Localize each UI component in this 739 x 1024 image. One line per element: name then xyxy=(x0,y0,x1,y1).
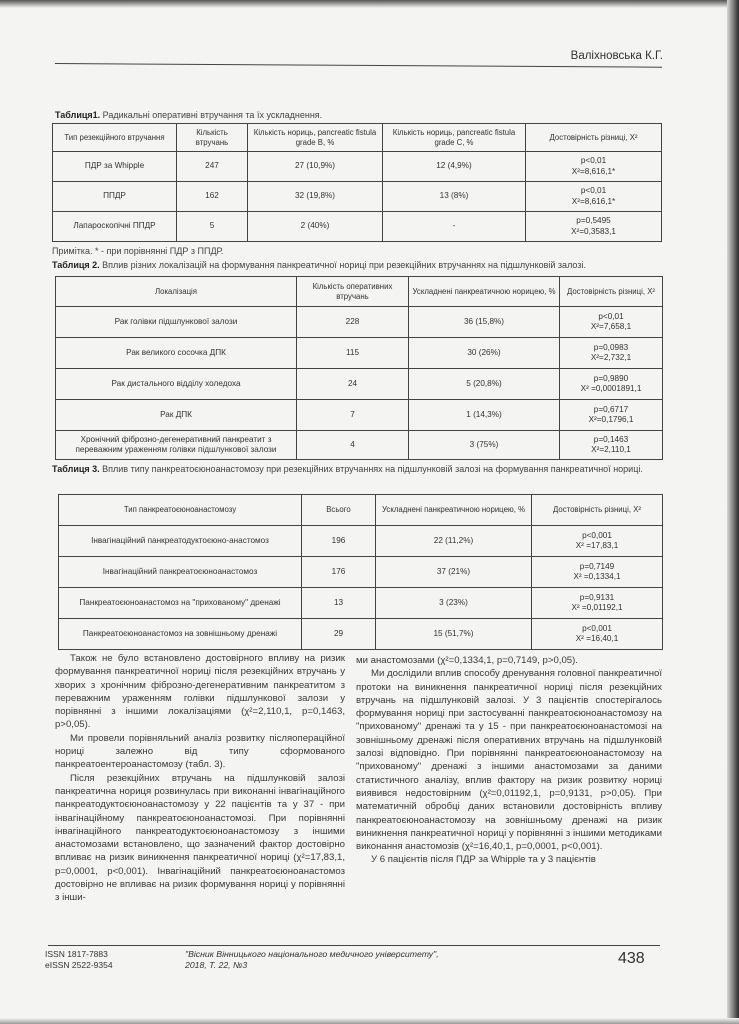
eissn: eISSN 2522-9354 xyxy=(45,960,113,970)
cell-count: 247 xyxy=(177,152,248,182)
body-column-right xyxy=(356,654,662,867)
cell-complicated: 36 (15,8%) xyxy=(409,307,560,338)
table2-header-count: Кількість оперативних втручань xyxy=(297,277,409,307)
cell-significance xyxy=(532,619,663,650)
p-value: p<0,01 xyxy=(598,311,624,321)
table1 xyxy=(52,123,662,242)
chi-square: X²=8,616,1* xyxy=(571,196,616,206)
paragraph: У 6 пацієнтів після ПДР за Whipple та у 3 пацієнтів xyxy=(371,854,596,866)
chi-square: X²=0,1796,1 xyxy=(588,415,634,424)
cell-count: 5 xyxy=(177,212,248,242)
table-row xyxy=(59,526,663,557)
chi-square: X²=0,3583,1 xyxy=(571,226,616,236)
cell-count: 4 xyxy=(297,431,409,460)
table-row xyxy=(53,152,662,182)
p-value: p<0,001 xyxy=(582,530,612,540)
footer-issn-block xyxy=(45,949,113,971)
table-row xyxy=(59,588,663,619)
cell-type: ПДР за Whipple xyxy=(53,152,177,182)
table2-caption-label: Таблиця 2. xyxy=(52,260,100,270)
cell-significance xyxy=(560,307,663,338)
table3-caption-label: Таблиця 3. xyxy=(52,464,100,474)
p-value: p<0,01 xyxy=(580,156,607,166)
table2-header-significance: Достовірність різниці, X² xyxy=(560,277,663,307)
cell-significance xyxy=(560,369,663,400)
table2-header-complicated: Ускладнені панкреатичною норицею, % xyxy=(409,277,560,307)
chi-square: X² =0,0001891,1 xyxy=(580,384,642,393)
footer-journal-citation xyxy=(185,949,439,971)
cell-complicated: 15 (51,7%) xyxy=(376,619,532,650)
table1-header-count: Кількість втручань xyxy=(177,124,248,152)
cell-significance xyxy=(532,588,663,619)
table3-header-total: Всього xyxy=(302,495,376,526)
chi-square: X² =17,83,1 xyxy=(575,541,619,550)
cell-complicated: 5 (20,8%) xyxy=(409,369,560,400)
cell-significance xyxy=(560,431,663,460)
table-row xyxy=(56,431,663,460)
table1-caption-text: Радикальні оперативні втручання та їх ускладнення. xyxy=(100,110,323,120)
p-value: p=0,6717 xyxy=(593,404,629,414)
chi-square: X²=2,110,1 xyxy=(591,445,631,454)
chi-square: X² =16,40,1 xyxy=(575,634,619,643)
cell-type: Панкреатоєюноанастомоз на зовнішньому дренажі xyxy=(59,619,302,650)
table1-caption xyxy=(55,110,322,120)
cell-localization: Рак дистального відділу холедоха xyxy=(56,369,297,400)
table2-caption xyxy=(52,260,586,270)
cell-type: ППДР xyxy=(53,182,177,212)
cell-grade-c: - xyxy=(383,212,526,242)
cell-type: Лапароскопічні ППДР xyxy=(53,212,177,242)
chi-square: X²=2,732,1 xyxy=(590,353,632,362)
table3-header-significance: Достовірність різниці, X² xyxy=(532,495,663,526)
cell-significance xyxy=(526,152,662,182)
journal-title: "Вісник Вінницького національного медичного університету", xyxy=(185,949,439,959)
chi-square: X²=7,658,1 xyxy=(590,322,632,331)
issn: ISSN 1817-7883 xyxy=(45,949,108,959)
cell-type: Інвагінаційний панкреатоєюноанастомоз xyxy=(59,557,302,588)
cell-grade-c: 13 (8%) xyxy=(383,182,526,212)
chi-square: X²=8,616,1* xyxy=(571,166,616,176)
header-rule xyxy=(55,63,662,68)
scan-edge-bottom xyxy=(0,1018,739,1024)
table1-header-row xyxy=(53,124,662,152)
p-value: p<0,01 xyxy=(580,186,607,196)
cell-significance xyxy=(532,557,663,588)
table3 xyxy=(58,494,663,650)
cell-total: 196 xyxy=(302,526,376,557)
p-value: p=0,0983 xyxy=(593,342,629,352)
paragraph: Також не було встановлено достовірного впливу на ризик формування панкреатичної нориці після резекційних втручань у хворих з хронічним фіброзно-дегенеративним панкреатитом з переважним ураженням голівки підшлункової залози у порівнянні з іншими локалізаціями (χ²=2,110,1, p=0,1463, p>0,05). xyxy=(55,653,345,731)
scan-edge-top xyxy=(0,0,739,8)
cell-localization: Рак великого сосочка ДПК xyxy=(56,338,297,369)
cell-complicated: 22 (11,2%) xyxy=(376,526,532,557)
cell-grade-b: 27 (10,9%) xyxy=(248,152,383,182)
cell-complicated: 37 (21%) xyxy=(376,557,532,588)
cell-grade-b: 32 (19,8%) xyxy=(248,182,383,212)
p-value: p<0,001 xyxy=(582,623,612,633)
cell-total: 13 xyxy=(302,588,376,619)
p-value: p=0,9131 xyxy=(579,592,615,602)
cell-significance xyxy=(526,212,662,242)
cell-significance xyxy=(526,182,662,212)
table-row xyxy=(59,557,663,588)
table1-caption-label: Таблиця1. xyxy=(55,110,101,120)
cell-count: 7 xyxy=(297,400,409,431)
p-value: p=0,7149 xyxy=(579,561,615,571)
cell-count: 162 xyxy=(177,182,248,212)
table-row xyxy=(59,619,663,650)
cell-type: Панкреатоєюноанастомоз на "прихованому" дренажі xyxy=(59,588,302,619)
table2 xyxy=(55,276,663,460)
table2-caption-text: Вплив різних локалізацій на формування панкреатичної нориці при резекційних втручаннях на підшлунковій залозі. xyxy=(99,260,586,270)
cell-complicated: 30 (26%) xyxy=(409,338,560,369)
cell-type: Інвагінаційний панкреатодуктоєюно-анастомоз xyxy=(59,526,302,557)
cell-significance xyxy=(560,400,663,431)
cell-significance xyxy=(532,526,663,557)
paragraph: Після резекційних втручань на підшлунковій залозі панкреатична нориця розвинулась при виконанні інвагінаційного панкреатодуктоєюноанастомозу у 22 пацієнтів та у 37 - при інвагінаційному панкреатоєюноанастомозі. При порівнянні інвагінаційного панкреатодуктоєюноанастомозу з іншими анастомозами встановлено, що зазначений фактор достовірно впливає на ризик виникнення панкреатичної нориці (χ²=17,83,1, p=0,0001, p<0,001). Інвагінаційний панкреатоєюноанастомоз достовірно не впливає на ризик формування нориці у порівнянні з інши- xyxy=(55,772,345,904)
table2-header-localization: Локалізація xyxy=(56,277,297,307)
page-number: 438 xyxy=(618,950,645,967)
cell-grade-c: 12 (4,9%) xyxy=(383,152,526,182)
scan-edge-right xyxy=(727,0,739,1024)
cell-count: 115 xyxy=(297,338,409,369)
cell-complicated: 1 (14,3%) xyxy=(409,400,560,431)
table3-caption xyxy=(52,463,664,475)
p-value: p=0,1463 xyxy=(593,434,629,444)
cell-localization: Хронічний фіброзно-дегенеративний панкреатит з переважним ураженням голівки підшлункової залози xyxy=(56,431,297,460)
table3-header-type: Тип панкреатоєюноанастомозу xyxy=(59,495,302,526)
body-column-left xyxy=(55,652,345,905)
table-row xyxy=(56,338,663,369)
p-value: p=0,9890 xyxy=(593,373,629,383)
table1-note: Примітка. * - при порівнянні ПДР з ППДР. xyxy=(52,246,224,256)
paragraph: Ми дослідили вплив способу дренування головної панкреатичної протоки на виникнення панкреатичної нориці після резекційних втручань на підшлунковій залозі. У 3 пацієнтів спостерігалось формування нориці при застосуванні панкреатоєюноанастомозу на "прихованому" дренажі та у 15 - при панкреатоєюноанастомозі на зовнішньому дренажі після оперативних втручань на підшлунковій залозі відповідно. При порівнянні панкреатоєюноанастомозу на "прихованому" дренажі з іншими анастомозами за даними статистичного аналізу, вплив фактору на ризик розвитку нориці виявився недостовірним (χ²=0,01192,1, p=0,9131, p>0,05). При математичній обробці даних встановили достовірність впливу панкреатоєюноанастомозу на зовнішньому дренажі на ризик виникнення панкреатичної нориці у порівнянні з іншими методиками виконання анастомозів (χ²=16,40,1, p=0,0001, p<0,001). xyxy=(356,668,662,853)
table1-header-grade-c: Кількість нориць, pancreatic fistula grade C, % xyxy=(383,124,526,152)
cell-total: 176 xyxy=(302,557,376,588)
cell-significance xyxy=(560,338,663,369)
p-value: p=0,5495 xyxy=(576,216,611,226)
cell-complicated: 3 (23%) xyxy=(376,588,532,619)
journal-volume: 2018, Т. 22, №3 xyxy=(185,960,248,970)
table-row xyxy=(56,369,663,400)
running-header-author: Валіхновська К.Г. xyxy=(570,50,663,62)
footer-rule xyxy=(48,945,660,946)
table3-header-row xyxy=(59,495,663,526)
chi-square: X² =0,1334,1 xyxy=(573,572,621,581)
paragraph: Ми провели порівняльний аналіз розвитку післяопераційної нориці залежно від типу сформованого панкреатоентероанастомозу (табл. 3). xyxy=(55,732,345,771)
table3-header-complicated: Ускладнені панкреатичною норицею, % xyxy=(376,495,532,526)
table3-caption-text: Вплив типу панкреатоєюноанастомозу при резекційних втручаннях на підшлунковій залозі на формування панкреатичної нориці. xyxy=(99,464,643,474)
paragraph: ми анастомозами (χ²=0,1334,1, p=0,7149, p>0,05). xyxy=(356,655,578,666)
table-row xyxy=(56,400,663,431)
table1-header-significance: Достовірність різниці, X² xyxy=(526,124,662,152)
table-row xyxy=(53,212,662,242)
table1-header-type: Тип резекційного втручання xyxy=(53,124,177,152)
cell-total: 29 xyxy=(302,619,376,650)
table-row xyxy=(53,182,662,212)
table1-header-grade-b: Кількість нориць, pancreatic fistula grade B, % xyxy=(248,124,383,152)
cell-localization: Рак голівки підшлункової залози xyxy=(56,307,297,338)
cell-count: 24 xyxy=(297,369,409,400)
chi-square: X² =0,01192,1 xyxy=(571,603,623,612)
cell-complicated: 3 (75%) xyxy=(409,431,560,460)
cell-grade-b: 2 (40%) xyxy=(248,212,383,242)
table2-header-row xyxy=(56,277,663,307)
cell-localization: Рак ДПК xyxy=(56,400,297,431)
table-row xyxy=(56,307,663,338)
cell-count: 228 xyxy=(297,307,409,338)
